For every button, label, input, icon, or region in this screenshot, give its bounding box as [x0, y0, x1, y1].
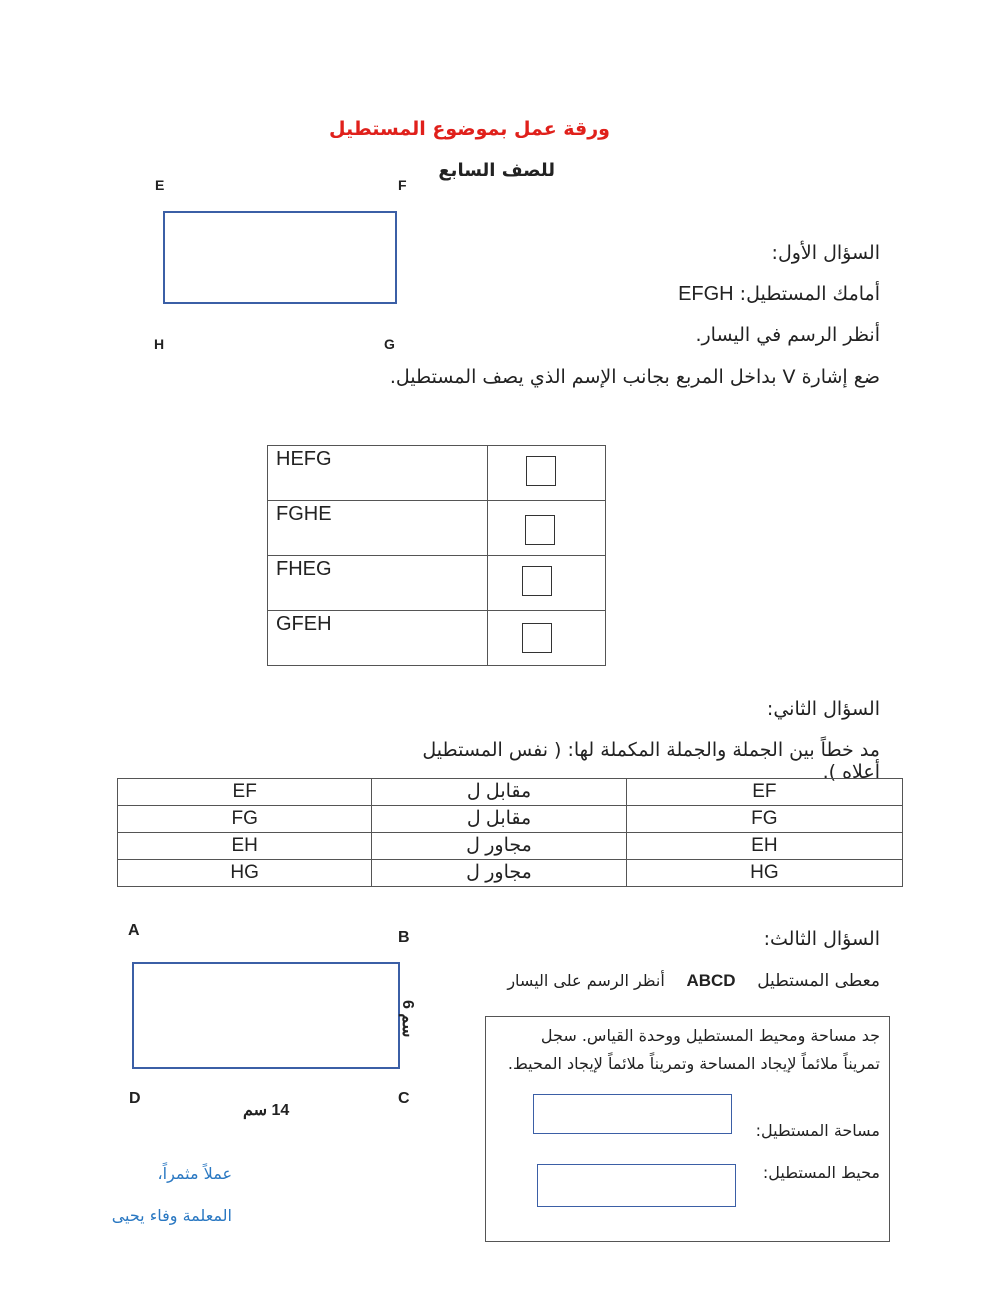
- question2-instruction: مد خطاً بين الجملة والجملة المكملة لها: ( نفس المستطيل أعلاه ).: [422, 739, 880, 783]
- option-name: FHEG: [268, 556, 488, 611]
- height-label: 6 سم: [399, 1000, 416, 1038]
- question1-heading: السؤال الأول:: [771, 242, 880, 264]
- area-answer-box[interactable]: [533, 1094, 732, 1134]
- middle-cell: [372, 806, 626, 833]
- task-text: جد مساحة ومحيط المستطيل ووحدة القياس. سجل تمريناً ملائماً لإيجاد المساحة وتمريناً ملائماً لإيجاد المحيط.: [507, 1026, 880, 1073]
- right-cell[interactable]: EF: [626, 779, 902, 806]
- relation-text: مقابل ل: [466, 781, 532, 802]
- relation-text: مجاور ل: [466, 835, 532, 856]
- question2-heading: السؤال الثاني:: [766, 698, 880, 720]
- option-checkbox[interactable]: [522, 566, 552, 596]
- area-label: مساحة المستطيل:: [755, 1121, 880, 1140]
- rectangle-abcd: [132, 962, 400, 1069]
- table-row: [268, 446, 606, 501]
- left-cell[interactable]: FG: [118, 806, 372, 833]
- vertex-h: H: [154, 336, 165, 352]
- option-checkbox[interactable]: [522, 623, 552, 653]
- grade-label: للصف السابع: [438, 160, 555, 181]
- question3-rect-name: ABCD: [686, 971, 736, 990]
- middle-cell: [372, 860, 626, 887]
- question1-line3: ضع إشارة V بداخل المربع بجانب الإسم الذي يصف المستطيل.: [389, 366, 880, 388]
- vertex-f: F: [398, 177, 407, 193]
- right-cell[interactable]: HG: [626, 860, 902, 887]
- option-name: HEFG: [268, 446, 488, 501]
- perimeter-answer-box[interactable]: [537, 1164, 736, 1207]
- right-cell[interactable]: EH: [626, 833, 902, 860]
- option-checkbox[interactable]: [526, 456, 556, 486]
- option-name: FGHE: [268, 501, 488, 556]
- vertex-c: C: [398, 1090, 410, 1107]
- right-cell[interactable]: FG: [626, 806, 902, 833]
- table-row: [118, 806, 903, 833]
- vertex-a: A: [128, 922, 140, 939]
- footer-greeting: عملاً مثمراً،: [157, 1164, 232, 1183]
- question3-heading: السؤال الثالث:: [763, 928, 880, 950]
- option-checkbox[interactable]: [525, 515, 555, 545]
- table-row: [118, 833, 903, 860]
- matching-table: [117, 778, 903, 887]
- left-cell[interactable]: EF: [118, 779, 372, 806]
- table-row: [268, 611, 606, 666]
- perimeter-label: محيط المستطيل:: [762, 1163, 880, 1182]
- table-row: [118, 779, 903, 806]
- question1-line2: أنظر الرسم في اليسار.: [695, 324, 880, 346]
- left-cell[interactable]: HG: [118, 860, 372, 887]
- relation-text: مجاور ل: [466, 862, 532, 883]
- question1-line1-prefix: أمامك المستطيل:: [739, 283, 880, 305]
- options-table: [267, 445, 606, 666]
- question1-rect-name: EFGH: [678, 283, 734, 305]
- vertex-g: G: [384, 336, 395, 352]
- vertex-b: B: [398, 929, 410, 946]
- rectangle-efgh: [163, 211, 397, 304]
- relation-text: مقابل ل: [466, 808, 532, 829]
- table-row: [268, 501, 606, 556]
- table-row: [268, 556, 606, 611]
- middle-cell: [372, 833, 626, 860]
- middle-cell: [372, 779, 626, 806]
- question3-given: [480, 971, 880, 991]
- vertex-d: D: [129, 1090, 141, 1107]
- option-name: GFEH: [268, 611, 488, 666]
- question1-line1: [560, 283, 880, 306]
- vertex-e: E: [155, 177, 165, 193]
- width-label: 14 سم: [243, 1102, 290, 1119]
- page-title: ورقة عمل بموضوع المستطيل: [329, 118, 610, 140]
- question3-given-prefix: معطى المستطيل: [757, 971, 880, 991]
- left-cell[interactable]: EH: [118, 833, 372, 860]
- footer-teacher: المعلمة وفاء يحيى: [111, 1206, 232, 1225]
- question3-given-suffix: أنظر الرسم على اليسار: [507, 971, 665, 990]
- table-row: [118, 860, 903, 887]
